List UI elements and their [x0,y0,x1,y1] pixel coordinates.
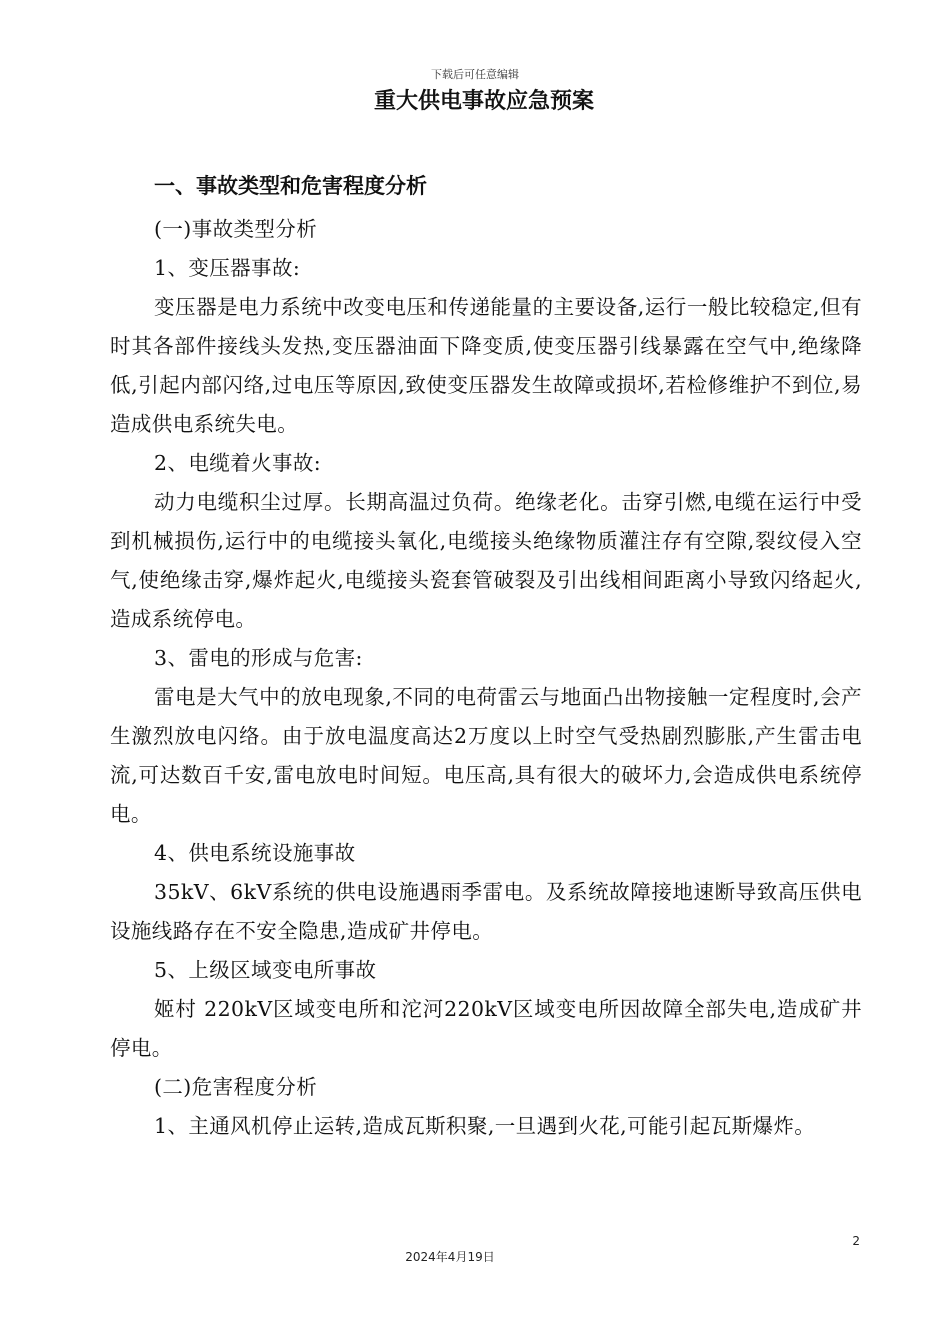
body-paragraph: 雷电是大气中的放电现象,不同的电荷雷云与地面凸出物接触一定程度时,会产生激烈放电闪络。由于放电温度高达2万度以上时空气受热剧烈膨胀,产生雷击电流,可达数百千安,雷电放电时间短。电压高,具有很大的破坏力,会造成供电系统停电。 [110,685,862,826]
document-title: 重大供电事故应急预案 [373,89,594,114]
item-heading: 1、变压器事故: [154,256,301,280]
body-paragraph: 35kV、6kV系统的供电设施遇雨季雷电。及系统故障接地速断导致高压供电设施线路存在不安全隐患,造成矿井停电。 [110,880,862,943]
body-paragraph: 姬村 220kV区域变电所和沱河220kV区域变电所因故障全部失电,造成矿井停电。 [110,997,862,1060]
header-note: 下载后可任意编辑 [431,68,519,81]
item-heading: 4、供电系统设施事故 [154,841,356,865]
item-heading: 5、上级区域变电所事故 [154,958,377,982]
subsection-heading: (二)危害程度分析 [154,1075,318,1099]
item-heading: 3、雷电的形成与危害: [154,646,363,670]
body-paragraph: 动力电缆积尘过厚。长期高温过负荷。绝缘老化。击穿引燃,电缆在运行中受到机械损伤,运行中的电缆接头氧化,电缆接头绝缘物质灌注存有空隙,裂纹侵入空气,使绝缘击穿,爆炸起火,电缆接头瓷套管破裂及引出线相间距离小导致闪络起火,造成系统停电。 [110,490,862,631]
item-heading: 2、电缆着火事故: [154,451,322,475]
page-number: 2 [852,1234,860,1248]
section-heading: 一、事故类型和危害程度分析 [154,174,427,198]
footer-date: 2024年4月19日 [405,1250,495,1264]
body-paragraph: 1、主通风机停止运转,造成瓦斯积聚,一旦遇到火花,可能引起瓦斯爆炸。 [154,1114,816,1138]
body-paragraph: 变压器是电力系统中改变电压和传递能量的主要设备,运行一般比较稳定,但有时其各部件接线头发热,变压器油面下降变质,使变压器引线暴露在空气中,绝缘降低,引起内部闪络,过电压等原因,致使变压器发生故障或损坏,若检修维护不到位,易造成供电系统失电。 [110,295,862,436]
document-body [110,170,862,1146]
subsection-heading: (一)事故类型分析 [154,217,318,241]
